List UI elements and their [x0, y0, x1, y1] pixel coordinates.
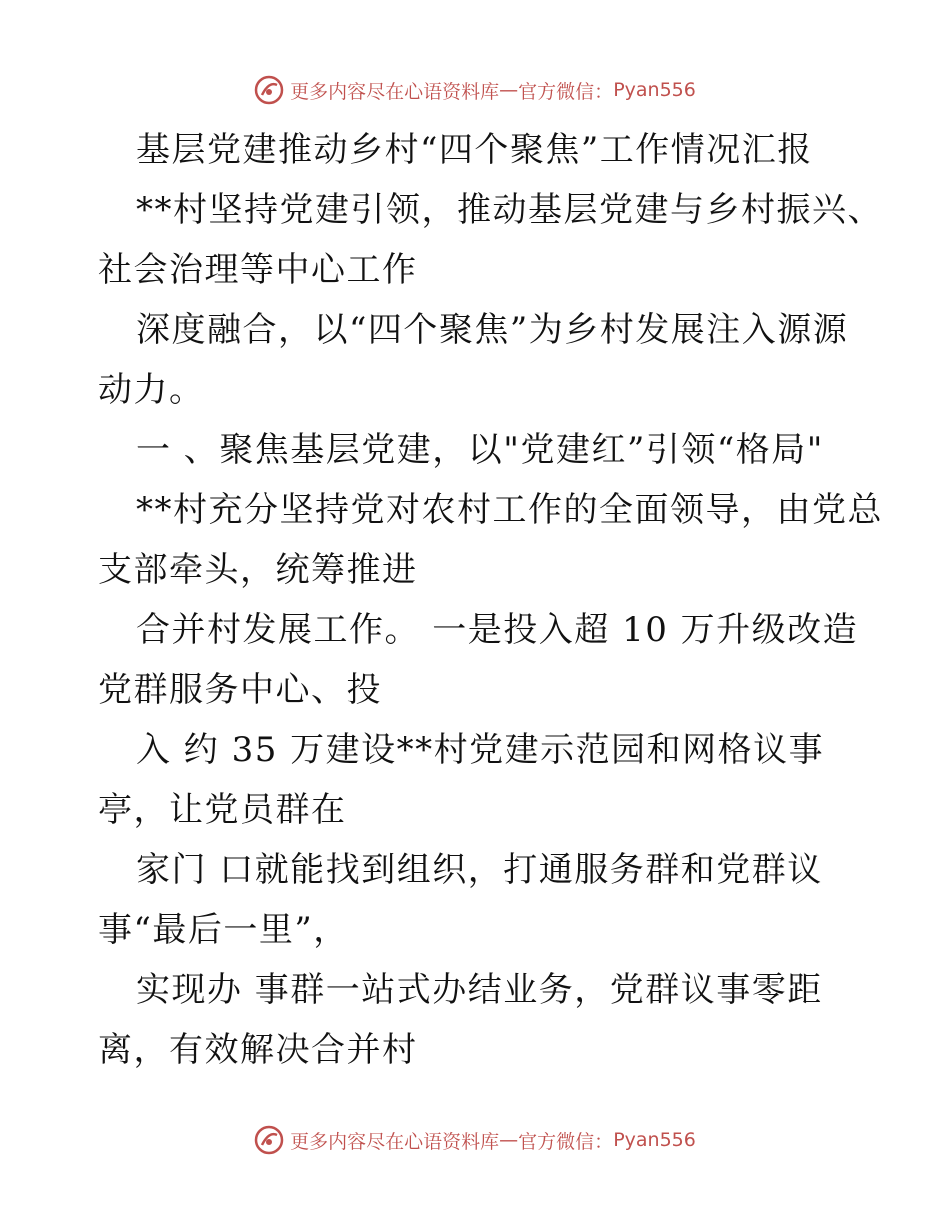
watermark-label: 官方微信：	[518, 1130, 614, 1153]
paragraph-line: 入 约 35 万建设**村党建示范园和网格议事	[136, 730, 825, 770]
header-watermark	[0, 70, 950, 110]
watermark-text: 更多内容尽在心语资料库	[290, 80, 500, 103]
paragraph-line: **村充分坚持党对农村工作的全面领导，由党总	[136, 490, 883, 530]
watermark-text: 更多内容尽在心语资料库	[290, 1130, 500, 1153]
watermark-wechat-id: Pyan556	[613, 1129, 696, 1151]
logo-icon	[254, 1125, 284, 1155]
paragraph-line: 合并村发展工作。 一是投入超 10 万升级改造	[136, 610, 859, 650]
paragraph-line: 家门 口就能找到组织，打通服务群和党群议	[136, 850, 823, 890]
paragraph-line: 离，有效解决合并村	[98, 1030, 418, 1070]
watermark-dash: —	[499, 79, 519, 101]
document-body	[98, 120, 883, 1080]
document-title: 基层党建推动乡村“四个聚焦”工作情况汇报	[136, 130, 813, 170]
paragraph-line: 动力。	[98, 370, 205, 410]
paragraph-line: 社会治理等中心工作	[98, 250, 418, 290]
paragraph-line: 深度融合，以“四个聚焦”为乡村发展注入源源	[136, 310, 849, 350]
footer-watermark	[0, 1120, 950, 1160]
logo-icon	[254, 75, 284, 105]
paragraph-line: 支部牵头，统筹推进	[98, 550, 418, 590]
watermark-dash: —	[499, 1129, 519, 1151]
paragraph-line: 事“最后一里”，	[98, 910, 349, 950]
paragraph-line: 亭，让党员群在	[98, 790, 347, 830]
watermark-label: 官方微信：	[518, 80, 614, 103]
watermark-wechat-id: Pyan556	[613, 79, 696, 101]
paragraph-line: 实现办 事群一站式办结业务，党群议事零距	[136, 970, 823, 1010]
paragraph-line: **村坚持党建引领，推动基层党建与乡村振兴、	[136, 190, 883, 230]
paragraph-line: 党群服务中心、投	[98, 670, 382, 710]
section-heading: 一 、聚焦基层党建，以"党建红”引领“格局"	[136, 430, 824, 470]
